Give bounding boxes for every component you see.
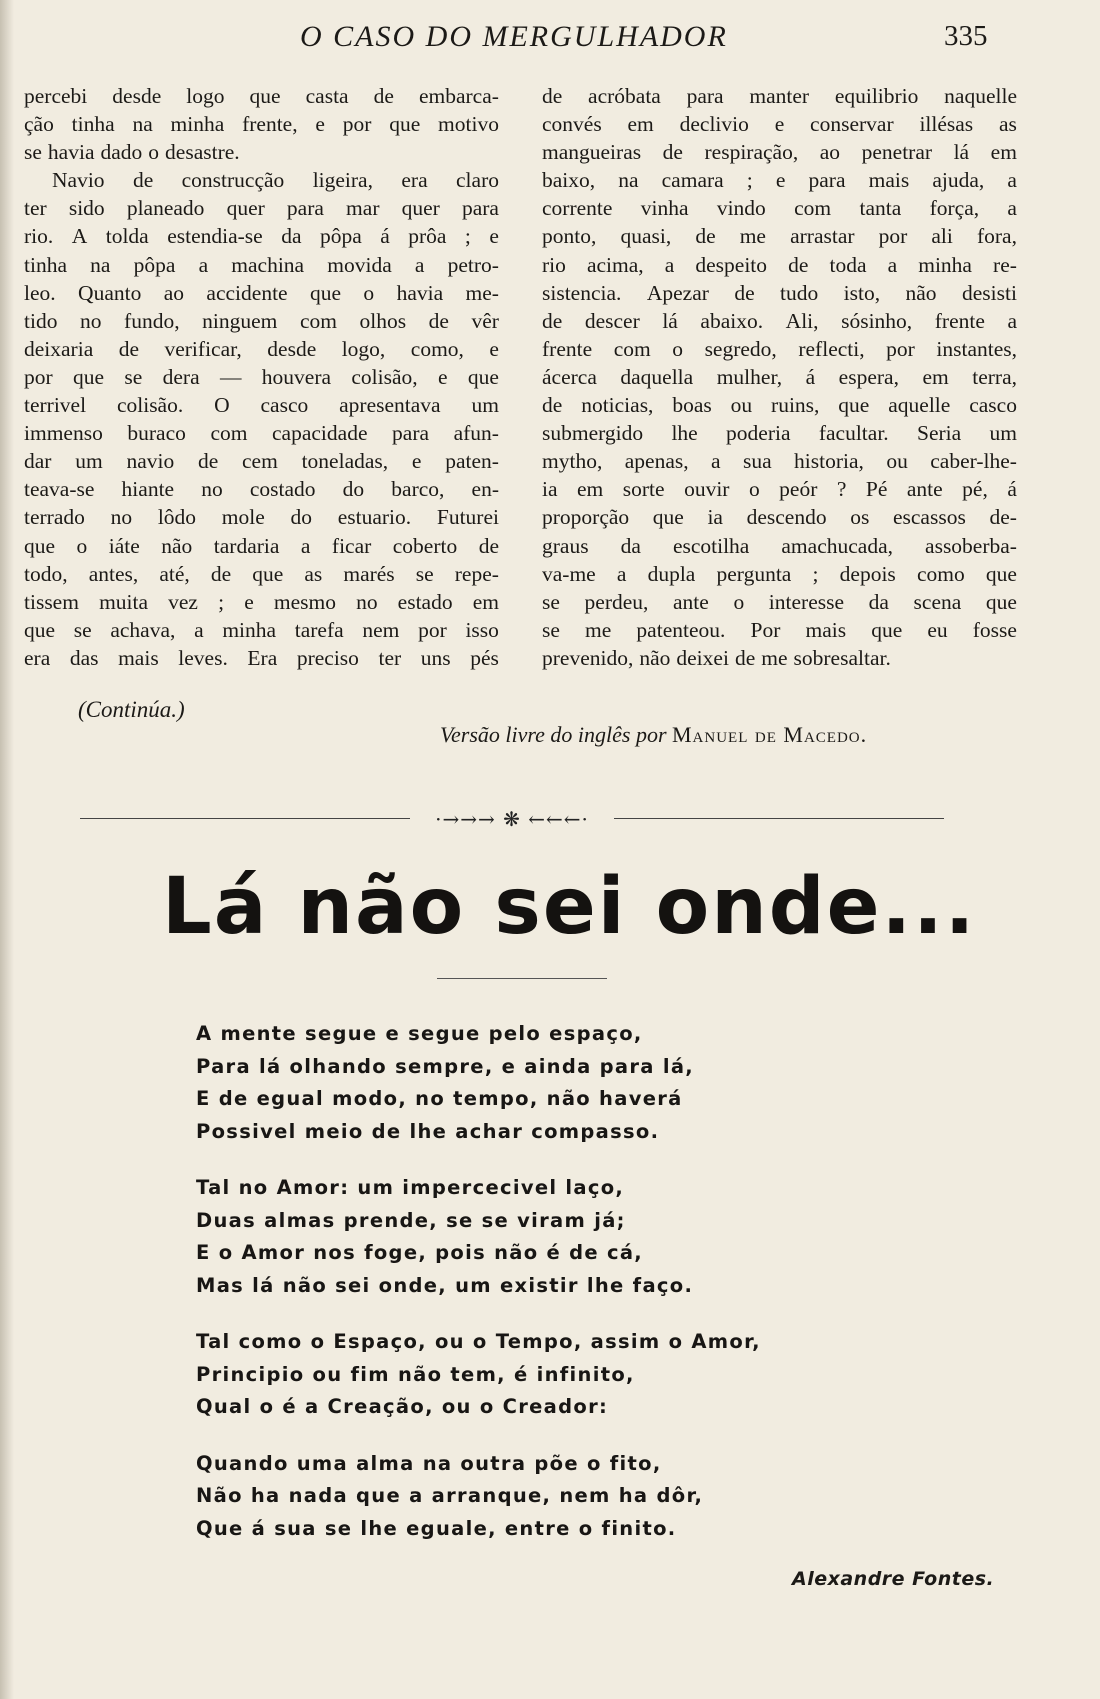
text-line: frente com o segredo, reflecti, por instantes,	[542, 336, 1017, 361]
running-header	[0, 20, 1100, 60]
poem-verse: Que á sua se lhe eguale, entre o finito.	[196, 1516, 677, 1540]
text-line: todo, antes, até, de que as marés se repe-	[24, 561, 499, 586]
poem-stanza	[196, 1172, 761, 1302]
poem-verse: Tal no Amor: um impercecivel laço,	[196, 1176, 625, 1199]
poem-verse: Principio ou fim não tem, é infinito,	[196, 1362, 635, 1386]
text-line: ção tinha na minha frente, e por que motivo	[24, 112, 499, 137]
text-line: de acróbata para manter equilibrio naquelle	[542, 84, 1017, 108]
poem-author: Alexandre Fontes.	[792, 1568, 995, 1590]
poem-verse: E o Amor nos foge, pois não é de cá,	[196, 1241, 644, 1264]
poem-verse: Tal como o Espaço, ou o Tempo, assim o Amor,	[196, 1330, 761, 1353]
text-column-left	[24, 82, 499, 672]
text-line: va-me a dupla pergunta ; depois como que	[542, 561, 1017, 586]
text-line: mangueiras de respiração, ao penetrar lá em	[542, 140, 1017, 165]
poem-verse: Duas almas prende, se se viram já;	[196, 1208, 626, 1232]
text-line: proporção que ia descendo os escassos de-	[542, 505, 1017, 530]
text-line: ácerca daquella mulher, á espera, em terra,	[542, 364, 1017, 389]
text-line: tinha na pôpa a machina movida a petro-	[24, 252, 499, 277]
text-line: prevenido, não deixei de me sobresaltar.	[542, 645, 891, 670]
text-line: baixo, na camara ; e para mais ajuda, a	[542, 168, 1017, 193]
text-line: teava-se hiante no costado do barco, en-	[24, 477, 499, 502]
text-line: de noticias, boas ou ruins, que aquelle casco	[542, 393, 1017, 418]
text-line: que o iáte não tardaria a ficar coberto de	[24, 533, 499, 558]
divider-rule-right	[614, 818, 944, 819]
text-line: de descer lá abaixo. Ali, sósinho, frente a	[542, 308, 1017, 333]
poem-verse: Qual o é a Creação, ou o Creador:	[196, 1395, 609, 1418]
text-line: ponto, quasi, de me arrastar por ali fora,	[542, 224, 1017, 249]
translation-credit	[440, 722, 867, 748]
text-column-right	[542, 82, 1017, 672]
running-title: O CASO DO MERGULHADOR	[300, 20, 728, 53]
text-line: terrado no lôdo mole do estuario. Futurei	[24, 505, 499, 530]
text-line: ter sido planeado quer para mar quer para	[24, 196, 499, 221]
divider-ornament: ·→→→ ❋ ←←←·	[435, 807, 589, 831]
text-line: submergido lhe poderia facultar. Seria um	[542, 421, 1017, 446]
text-line: graus da escotilha amachucada, assoberba-	[542, 533, 1017, 558]
text-line: leo. Quanto ao accidente que o havia me-	[24, 280, 499, 305]
text-line: por que se dera — houvera colisão, e que	[24, 364, 499, 389]
poem-verse: Quando uma alma na outra põe o fito,	[196, 1451, 662, 1475]
poem-stanza	[196, 1448, 761, 1546]
text-line: sistencia. Apezar de tudo isto, não desisti	[542, 280, 1017, 305]
poem-verse: Possivel meio de lhe achar compasso.	[196, 1119, 660, 1143]
text-line: dar um navio de cem toneladas, e paten-	[24, 449, 499, 474]
text-line: que se achava, a minha tarefa nem por isso	[24, 617, 499, 642]
text-line: deixaria de verificar, desde logo, como, e	[24, 336, 499, 361]
text-line: immenso buraco com capacidade para afun-	[24, 421, 499, 446]
poem-verse: A mente segue e segue pelo espaço,	[196, 1022, 643, 1045]
text-line: convés em declivio e conservar illésas as	[542, 112, 1017, 137]
text-line: Navio de construcção ligeira, era claro	[52, 168, 499, 193]
text-line: corrente vinha vindo com tanta força, a	[542, 196, 1017, 221]
title-underline	[437, 978, 607, 979]
text-line: rio acima, a despeito de toda a minha re-	[542, 252, 1017, 277]
divider-rule-left	[80, 818, 410, 819]
text-line: mytho, apenas, a sua historia, ou caber-lhe-	[542, 449, 1017, 474]
translator-name: Manuel de Macedo.	[672, 722, 868, 747]
continued-note: (Continúa.)	[78, 697, 185, 722]
section-divider	[80, 806, 944, 832]
poem-verse: Não ha nada que a arranque, nem ha dôr,	[196, 1484, 704, 1507]
poem-stanza	[196, 1326, 761, 1424]
text-line: percebi desde logo que casta de embarca-	[24, 84, 499, 108]
poem-body	[196, 1018, 761, 1569]
text-line: se havia dado o desastre.	[24, 140, 240, 165]
poem-stanza	[196, 1018, 761, 1148]
page-number: 335	[944, 20, 988, 52]
credit-prefix: Versão livre do inglês por	[440, 722, 667, 747]
text-line: tido no fundo, ninguem com olhos de vêr	[24, 308, 499, 333]
poem-title: Lá não sei onde...	[162, 862, 977, 952]
text-line: rio. A tolda estendia-se da pôpa á prôa ; e	[24, 224, 499, 249]
text-line: tissem muita vez ; e mesmo no estado em	[24, 589, 499, 614]
text-line: se perdeu, ante o interesse da scena que	[542, 589, 1017, 614]
text-line: se me patenteou. Por mais que eu fosse	[542, 617, 1017, 642]
text-line: ia em sorte ouvir o peór ? Pé ante pé, á	[542, 477, 1017, 502]
poem-verse: Mas lá não sei onde, um existir lhe faço.	[196, 1273, 694, 1297]
poem-verse: E de egual modo, no tempo, não haverá	[196, 1087, 683, 1110]
page-gutter-shadow	[0, 0, 14, 1699]
text-line: terrivel colisão. O casco apresentava um	[24, 393, 499, 418]
poem-verse: Para lá olhando sempre, e ainda para lá,	[196, 1054, 694, 1078]
text-line: era das mais leves. Era preciso ter uns pés	[24, 645, 499, 670]
